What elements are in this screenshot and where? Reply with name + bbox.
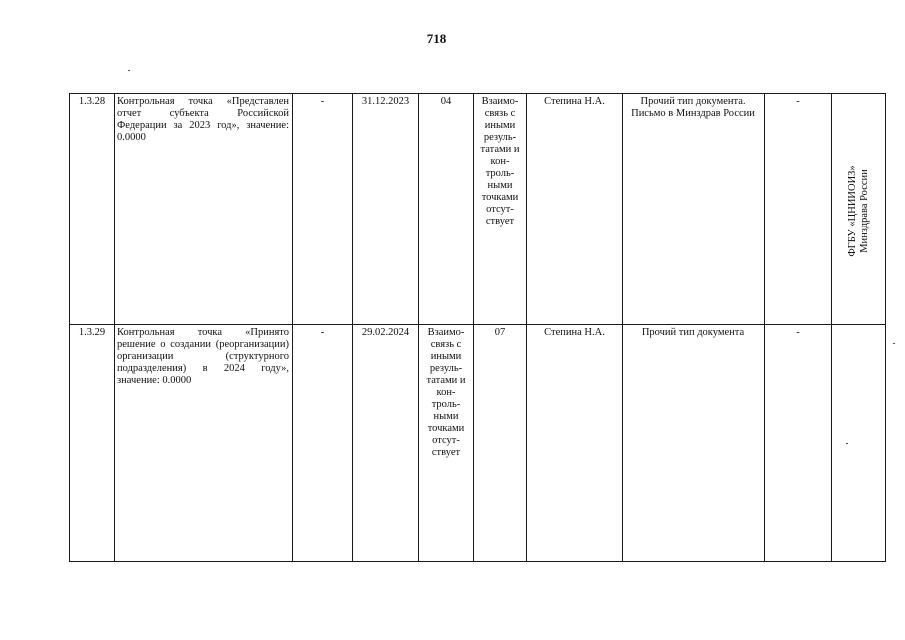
row-document-type: Прочий тип документа [641,327,745,338]
row-code: 07 [494,327,506,338]
row-dash: - [320,96,325,107]
row-description: Контрольная точка «Представлен отчет субъекта Российской Федерации за 2023 год», значение: 0.0000 [117,96,289,143]
row-date: 31.12.2023 [361,96,410,107]
organization-cell [833,96,885,326]
row-relation: Взаимо- связь с иными резуль- татами и кон- троль- ными точками отсут- ствует [426,327,466,458]
row-description: Контрольная точка «Принято решение о создании (реорганизации) организации (структурного подразделения) в 2024 году», значение: 0.0000 [117,327,289,386]
row-dash: - [320,327,325,338]
row-relation: Взаимо- связь с иными резуль- татами и кон- троль- ными точками отсут- ствует [480,96,520,227]
row-responsible: Степина Н.А. [544,96,605,107]
organization-label: ФГБУ «ЦНИИОИЗ» Минздрава России [847,165,870,257]
row-id: 1.3.28 [78,96,106,107]
page-number: 718 [426,31,447,46]
scan-speck [893,343,895,344]
scan-speck [128,70,130,71]
row-code: 04 [440,96,452,107]
row-dash: - [796,327,800,338]
row-id: 1.3.29 [78,327,106,338]
row-date: 29.02.2024 [361,327,410,338]
row-document-type: Прочий тип документа. Письмо в Минздрав России [631,96,755,119]
table-row [0,327,905,559]
scan-speck [846,443,848,444]
row-responsible: Степина Н.А. [544,327,605,338]
row-dash: - [796,96,800,107]
table-row [0,96,905,322]
